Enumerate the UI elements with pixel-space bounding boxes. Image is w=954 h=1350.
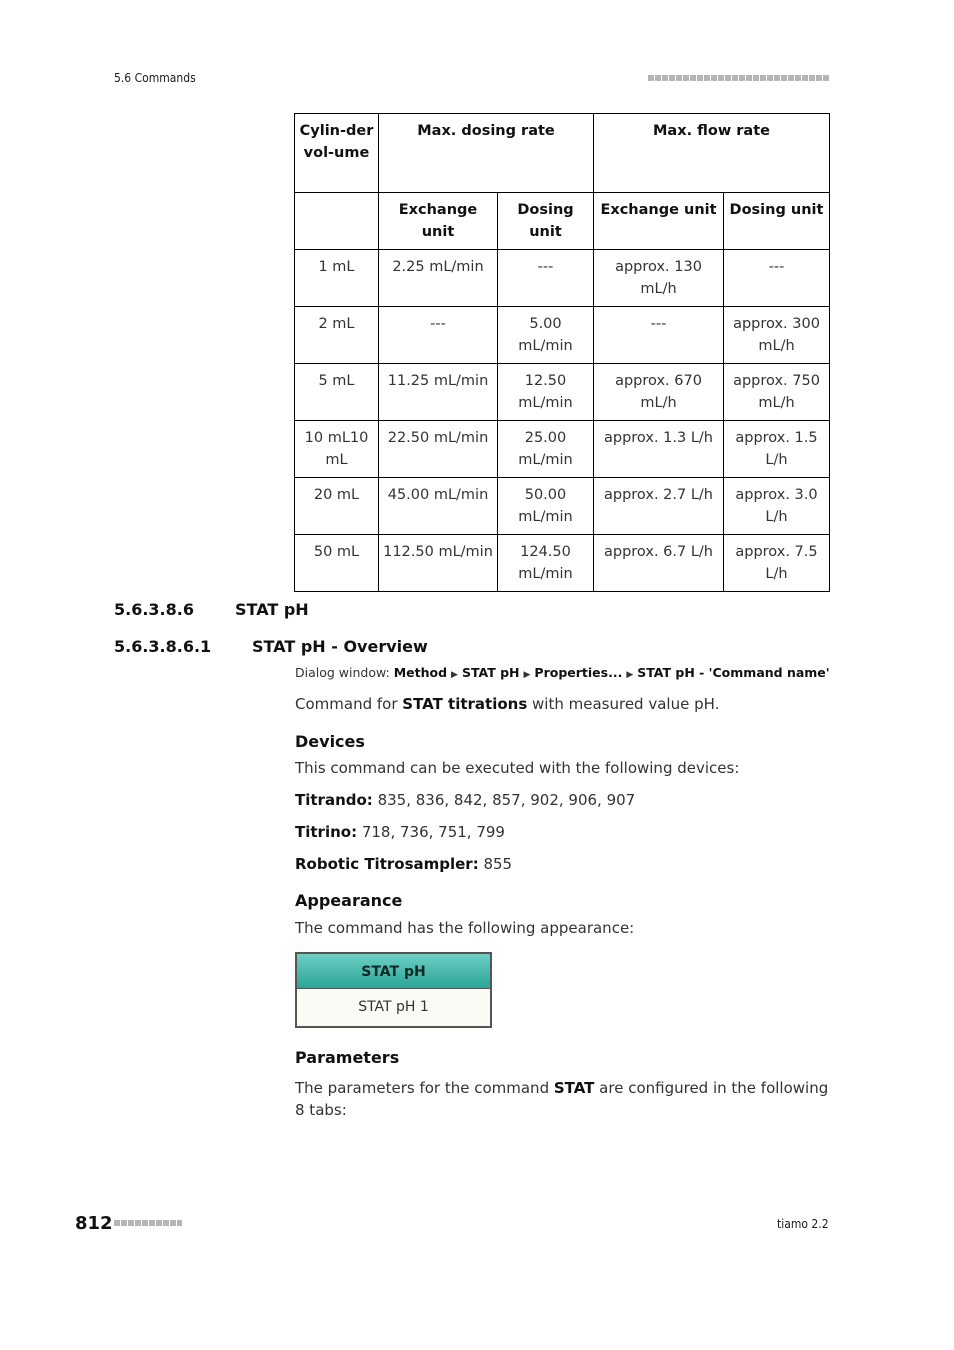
parameters-heading: Parameters: [295, 1048, 400, 1067]
table-cell: 10 mL10 mL: [295, 421, 379, 478]
command-block-preview: [295, 952, 492, 1028]
table-cell: approx. 130 mL/h: [594, 250, 724, 307]
table-row: [295, 421, 830, 478]
appearance-heading: Appearance: [295, 891, 403, 910]
appearance-text: The command has the following appearance:: [295, 919, 635, 937]
parameters-text-post: are configured in the following 8 tabs:: [295, 1079, 829, 1119]
dialog-window-path: [295, 665, 830, 680]
table-cell: 124.50 mL/min: [498, 535, 594, 592]
table-cell: ---: [724, 250, 830, 307]
device-value: 835, 836, 842, 857, 902, 906, 907: [372, 791, 636, 809]
device-item: [295, 855, 512, 873]
running-header-section: 5.6 Commands: [114, 71, 196, 85]
cylinder-rate-table: [294, 113, 830, 592]
devices-text: This command can be executed with the following devices:: [295, 759, 740, 777]
device-label: Titrino:: [295, 823, 358, 841]
table-cell: ---: [594, 307, 724, 364]
table-cell: 12.50 mL/min: [498, 364, 594, 421]
dialog-path-command-name: STAT pH - 'Command name': [637, 665, 830, 680]
device-item: [295, 823, 505, 841]
device-label: Titrando:: [295, 791, 373, 809]
table-cell: 25.00 mL/min: [498, 421, 594, 478]
device-value: 718, 736, 751, 799: [357, 823, 505, 841]
table-cell: approx. 3.0 L/h: [724, 478, 830, 535]
table-row: [295, 307, 830, 364]
triangle-right-icon: ▶: [626, 670, 634, 680]
triangle-right-icon: ▶: [451, 670, 458, 680]
table-cell: 45.00 mL/min: [379, 478, 498, 535]
table-row: [295, 535, 830, 592]
device-label: Robotic Titrosampler:: [295, 855, 479, 873]
subsection-number: 5.6.3.8.6.1: [114, 637, 212, 656]
table-cell: 22.50 mL/min: [379, 421, 498, 478]
dialog-path-method: Method: [393, 665, 448, 680]
dialog-path-stat-ph: STAT pH: [461, 665, 520, 680]
col-header-cylinder-volume: Cylin-der vol-ume: [295, 114, 379, 193]
table-cell: 20 mL: [295, 478, 379, 535]
subheader-exchange-unit: Exchange unit: [379, 193, 498, 250]
footer-dots-decoration: [114, 1220, 182, 1226]
table-cell: 50.00 mL/min: [498, 478, 594, 535]
table-cell: approx. 1.5 L/h: [724, 421, 830, 478]
table-cell: 5.00 mL/min: [498, 307, 594, 364]
table-cell: approx. 300 mL/h: [724, 307, 830, 364]
table-cell: ---: [498, 250, 594, 307]
section-title: STAT pH: [235, 600, 309, 619]
subheader-empty: [295, 193, 379, 250]
dialog-label: Dialog window:: [295, 665, 390, 680]
parameters-text: [295, 1077, 830, 1121]
intro-text-bold: STAT titrations: [402, 695, 528, 713]
command-block-title: STAT pH: [297, 954, 490, 989]
table-row: [295, 250, 830, 307]
intro-text-post: with measured value pH.: [527, 695, 720, 713]
table-cell: 5 mL: [295, 364, 379, 421]
table-cell: 2.25 mL/min: [379, 250, 498, 307]
subheader-dosing-unit: Dosing unit: [498, 193, 594, 250]
table-cell: approx. 7.5 L/h: [724, 535, 830, 592]
footer-product: tiamo 2.2: [777, 1217, 829, 1231]
device-value: 855: [478, 855, 513, 873]
table-cell: 11.25 mL/min: [379, 364, 498, 421]
subsection-title: STAT pH - Overview: [252, 637, 428, 656]
section-number: 5.6.3.8.6: [114, 600, 194, 619]
devices-heading: Devices: [295, 732, 365, 751]
triangle-right-icon: ▶: [523, 670, 531, 680]
table-cell: approx. 670 mL/h: [594, 364, 724, 421]
table-cell: approx. 2.7 L/h: [594, 478, 724, 535]
command-block-name: STAT pH 1: [297, 989, 490, 1026]
dialog-path-properties: Properties...: [534, 665, 623, 680]
device-item: [295, 791, 635, 809]
table-cell: approx. 6.7 L/h: [594, 535, 724, 592]
table-cell: 2 mL: [295, 307, 379, 364]
col-header-max-dosing-rate: Max. dosing rate: [379, 114, 594, 193]
subheader-dosing-unit: Dosing unit: [724, 193, 830, 250]
intro-text-pre: Command for: [295, 695, 403, 713]
table-row: [295, 364, 830, 421]
page-number: 812: [75, 1213, 113, 1234]
subheader-exchange-unit: Exchange unit: [594, 193, 724, 250]
parameters-text-bold: STAT: [553, 1079, 595, 1097]
table-cell: approx. 750 mL/h: [724, 364, 830, 421]
table-cell: 112.50 mL/min: [379, 535, 498, 592]
parameters-text-pre: The parameters for the command: [295, 1079, 554, 1097]
col-header-max-flow-rate: Max. flow rate: [594, 114, 830, 193]
table-cell: approx. 1.3 L/h: [594, 421, 724, 478]
table-row: [295, 478, 830, 535]
intro-paragraph: [295, 695, 719, 713]
table-cell: ---: [379, 307, 498, 364]
table-cell: 1 mL: [295, 250, 379, 307]
table-cell: 50 mL: [295, 535, 379, 592]
header-dots-decoration: [648, 75, 829, 81]
